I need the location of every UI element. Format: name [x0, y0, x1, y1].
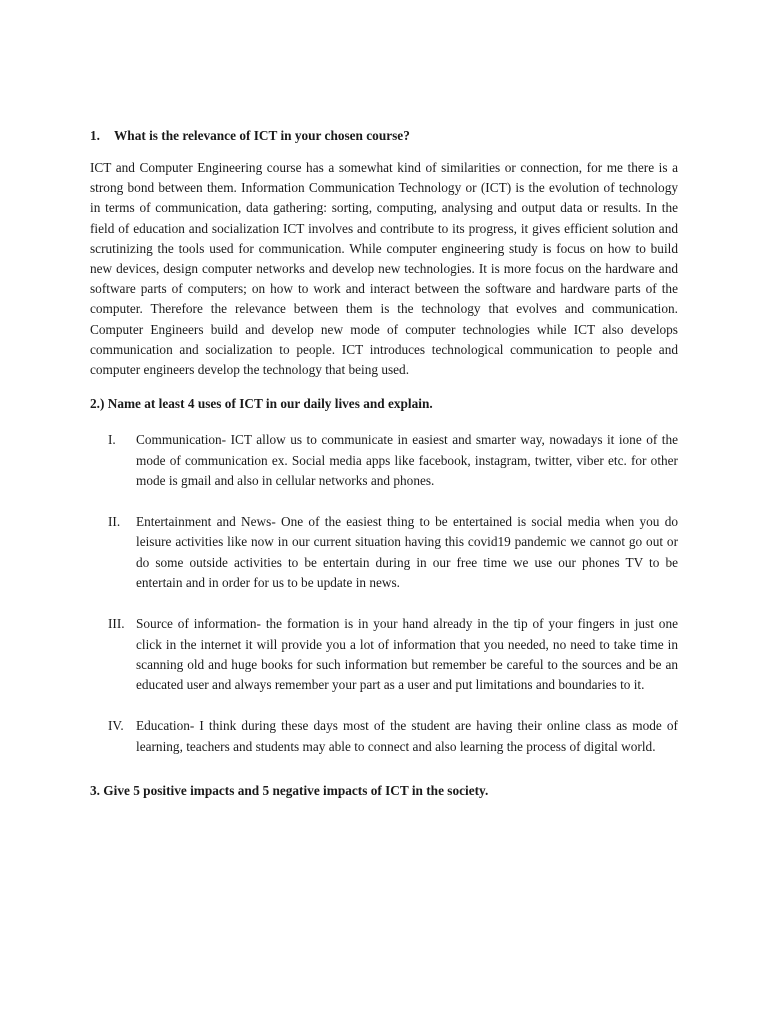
question-3-heading: 3. Give 5 positive impacts and 5 negative impacts of ICT in the society.	[90, 783, 489, 799]
document-page	[90, 126, 678, 801]
list-item-text: Entertainment and News- One of the easiest thing to be entertained is social media when you do leisure activities like now in our current situation having this covid19 pandemic we cannot go out or do some outside activities to be entertain during in our free time we use our phones TV to be entertain and in order for us to be update in news.	[136, 514, 678, 591]
list-item-text: Education- I think during these days most of the student are having their online class as mode of learning, teachers and students may able to connect and also learning the process of digital world.	[136, 718, 678, 754]
list-item	[90, 716, 678, 757]
list-item-marker: IV.	[108, 718, 124, 734]
question-2-heading: 2.) Name at least 4 uses of ICT in our daily lives and explain.	[90, 396, 433, 412]
question-1-number: 1.	[90, 128, 100, 143]
list-item	[90, 614, 678, 696]
list-item-text: Source of information- the formation is in your hand already in the tip of your fingers in just one click in the internet it will provide you a lot of information that you needed, no need to take time in scanning old and huge books for such information but remember be careful to the sources and be an educated user and always remember your part as a user and put limitations and boundaries to it.	[136, 616, 678, 693]
list-item	[90, 512, 678, 594]
list-item-marker: III.	[108, 616, 125, 632]
list-item-text: Communication- ICT allow us to communicate in easiest and smarter way, nowadays it ione of the mode of communication ex. Social media apps like facebook, instagram, twitter, viber etc. for other mode is gmail and also in cellular networks and phones.	[136, 432, 678, 489]
list-item-marker: I.	[108, 432, 116, 448]
question-1-heading	[90, 126, 678, 146]
uses-list	[90, 430, 678, 757]
question-1-text: What is the relevance of ICT in your chosen course?	[114, 128, 410, 143]
list-item	[90, 430, 678, 491]
question-1-answer: ICT and Computer Engineering course has a somewhat kind of similarities or connection, for me there is a strong bond between them. Information Communication Technology or (ICT) is the evolution of technology in terms of communication, data gathering: sorting, computing, analysing and output data or results. In the field of education and socialization ICT involves and contribute to its progress, it gives efficient solution and scrutinizing the tools used for communication. While computer engineering study is focus on how to build new devices, design computer networks and develop new technologies. It is more focus on the hardware and software parts of computers; on how to work and interact between the software and hardware parts of the computer. Therefore the relevance between them is the technology that evolves and communication. Computer Engineers build and develop new mode of computer technologies while ICT also develops communication and socialization to people. ICT introduces technological communication to people and computer engineers develop the technology that being used.	[90, 160, 678, 378]
list-item-marker: II.	[108, 514, 121, 530]
